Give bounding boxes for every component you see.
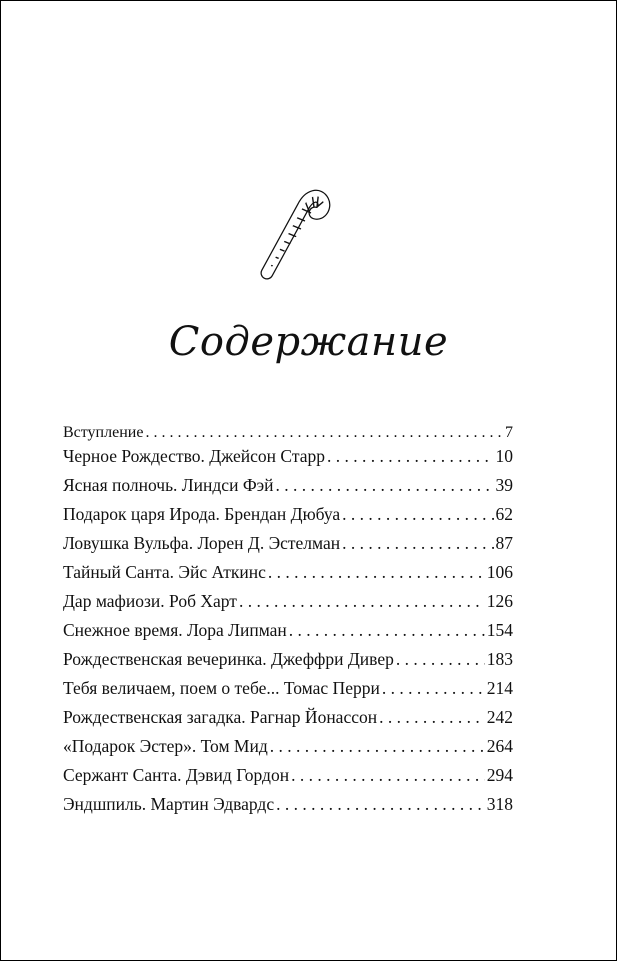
toc-entry-title: Дар мафиози. Роб Харт <box>63 591 237 611</box>
toc-entry <box>63 620 513 649</box>
toc-entry-page-number: 87 <box>495 533 513 553</box>
dot-leader <box>289 620 485 641</box>
dot-leader <box>276 794 485 815</box>
toc-entry-page-number: 154 <box>486 620 513 640</box>
toc-entry-page-number: 39 <box>495 475 513 495</box>
dot-leader <box>268 562 485 583</box>
table-of-contents <box>63 424 513 823</box>
toc-entry <box>63 533 513 562</box>
dot-leader <box>145 424 503 442</box>
toc-entry <box>63 736 513 765</box>
toc-entry-title: «Подарок Эстер». Том Мид <box>63 736 268 756</box>
toc-entry-page-number: 214 <box>486 678 513 698</box>
toc-entry-title: Ловушка Вульфа. Лорен Д. Эстелман <box>63 533 341 553</box>
toc-entry-title: Рождественская вечеринка. Джеффри Дивер <box>63 649 394 669</box>
dot-leader <box>342 504 493 525</box>
toc-entry-page-number: 318 <box>486 794 513 814</box>
toc-entry-title: Эндшпиль. Мартин Эдвардс <box>63 794 275 814</box>
dot-leader <box>276 475 494 496</box>
toc-entry <box>63 678 513 707</box>
toc-entry-title: Тайный Санта. Эйс Аткинс <box>63 562 266 582</box>
toc-entry <box>63 707 513 736</box>
toc-entry <box>63 765 513 794</box>
toc-entry <box>63 475 513 504</box>
dot-leader <box>382 678 485 699</box>
toc-entry-page-number: 62 <box>495 504 513 524</box>
dot-leader <box>327 446 494 467</box>
toc-entry-title: Ясная полночь. Линдси Фэй <box>63 475 274 495</box>
toc-entry-page-number: 7 <box>505 424 513 441</box>
toc-entry-page-number: 264 <box>486 736 513 756</box>
toc-entry <box>63 446 513 475</box>
toc-entry-title: Подарок царя Ирода. Брендан Дюбуа <box>63 504 341 524</box>
dot-leader <box>379 707 485 728</box>
toc-entry-page-number: 126 <box>486 591 513 611</box>
toc-entry-page-number: 106 <box>486 562 513 582</box>
toc-entry-title: Вступление <box>63 424 144 441</box>
dot-leader <box>239 591 485 612</box>
dot-leader <box>291 765 485 786</box>
toc-entry <box>63 504 513 533</box>
page-title: Содержание <box>168 319 449 365</box>
toc-entry-title: Сержант Санта. Дэвид Гордон <box>63 765 290 785</box>
toc-entry-title: Черное Рождество. Джейсон Старр <box>63 446 325 466</box>
toc-entry-page-number: 10 <box>495 446 513 466</box>
toc-entry-title: Снежное время. Лора Липман <box>63 620 287 640</box>
toc-entry-page-number: 294 <box>486 765 513 785</box>
toc-entry <box>63 562 513 591</box>
toc-entry <box>63 794 513 823</box>
toc-entry <box>63 591 513 620</box>
candy-cane-icon <box>259 177 331 281</box>
toc-entry-page-number: 183 <box>486 649 513 669</box>
dot-leader <box>342 533 493 554</box>
toc-entry-page-number: 242 <box>486 707 513 727</box>
toc-entry <box>63 649 513 678</box>
toc-entry <box>63 424 513 446</box>
dot-leader <box>396 649 485 670</box>
dot-leader <box>270 736 485 757</box>
toc-entry-title: Тебя величаем, поем о тебе... Томас Перри <box>63 678 380 698</box>
toc-entry-title: Рождественская загадка. Рагнар Йонассон <box>63 707 378 727</box>
